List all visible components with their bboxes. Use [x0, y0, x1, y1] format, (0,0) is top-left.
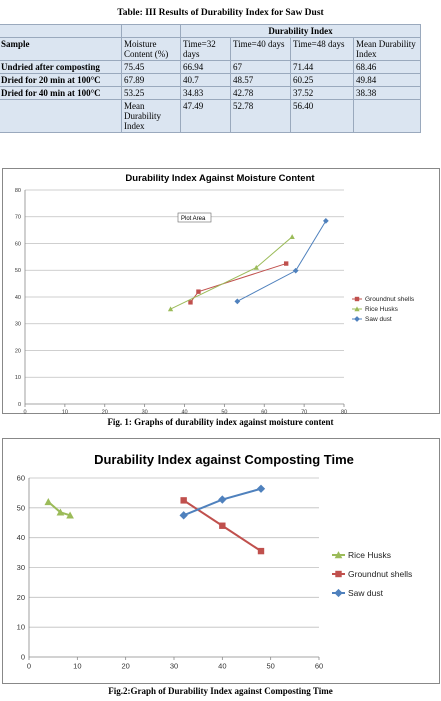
- header-moisture: Moisture Content (%): [122, 38, 181, 61]
- chart-composting-time: [2, 438, 440, 684]
- chart-frame: [3, 169, 440, 414]
- x-tick-label: 30: [169, 661, 179, 671]
- x-tick-label: 70: [301, 409, 308, 414]
- mean-row-label: Mean Durability Index: [122, 100, 181, 133]
- table-header-row-2: [0, 38, 421, 61]
- table-header-row-1: [0, 25, 421, 38]
- x-tick-label: 60: [314, 661, 324, 671]
- header-sample: Sample: [0, 38, 122, 61]
- y-tick-label: 70: [14, 214, 21, 221]
- data-point: [180, 497, 186, 503]
- legend-marker: [335, 571, 341, 577]
- x-tick-label: 80: [340, 409, 348, 414]
- legend-label: Groundnut shells: [348, 568, 413, 579]
- legend-label: Rice Husks: [348, 549, 391, 560]
- table-title: Table: III Results of Durability Index for Saw Dust: [117, 8, 324, 18]
- legend-marker: [355, 297, 359, 301]
- y-tick-label: 80: [14, 187, 21, 194]
- header-mean: Mean Durability Index: [354, 38, 421, 61]
- x-tick-label: 0: [26, 661, 32, 671]
- data-point: [258, 548, 264, 554]
- chart-title: Durability Index against Composting Time: [94, 452, 354, 467]
- data-point: [284, 261, 288, 265]
- y-tick-label: 30: [16, 563, 25, 572]
- plot-area-tooltip-label: Plot Area: [181, 216, 206, 222]
- y-tick-label: 30: [14, 321, 21, 328]
- chart-moisture-content: [2, 168, 440, 414]
- legend-label: Groundnut shells: [365, 296, 415, 304]
- y-tick-label: 40: [16, 533, 25, 543]
- chart-title: Durability Index Against Moisture Content: [125, 173, 315, 184]
- table-mean-row: Mean Durability Index 47.49 52.78 56.40: [0, 100, 421, 133]
- x-tick-label: 10: [61, 409, 68, 414]
- x-tick-label: 0: [23, 409, 27, 414]
- y-tick-label: 60: [16, 473, 25, 483]
- x-tick-label: 30: [141, 409, 148, 414]
- y-tick-label: 50: [14, 268, 21, 275]
- x-tick-label: 50: [221, 409, 228, 414]
- y-tick-label: 60: [14, 241, 21, 248]
- data-point: [188, 300, 192, 304]
- header-time-32: Time=32 days: [181, 38, 231, 61]
- y-tick-label: 50: [16, 503, 25, 513]
- y-tick-label: 40: [14, 294, 21, 301]
- durability-index-group-header: Durability Index: [181, 25, 421, 38]
- results-table: [0, 24, 421, 133]
- y-tick-label: 0: [17, 401, 21, 408]
- header-time-48: Time=48 days: [291, 38, 354, 61]
- y-tick-label: 10: [14, 375, 21, 382]
- x-tick-label: 60: [261, 409, 268, 414]
- data-point: [196, 289, 200, 293]
- chart-frame: [3, 439, 440, 684]
- table-row: Dried for 20 min at 100°C 67.89 40.7 48.57 60.25 49.84: [0, 74, 421, 87]
- x-tick-label: 50: [266, 661, 275, 671]
- y-tick-label: 20: [16, 592, 25, 602]
- x-tick-label: 20: [101, 409, 108, 414]
- x-tick-label: 40: [218, 661, 227, 671]
- y-tick-label: 10: [16, 622, 25, 632]
- figure-2-caption: Fig.2:Graph of Durability Index against Composting Time: [108, 686, 333, 696]
- x-tick-label: 40: [181, 409, 188, 414]
- legend-label: Saw dust: [348, 587, 383, 598]
- y-tick-label: 0: [20, 652, 25, 662]
- data-point: [219, 523, 225, 529]
- table-row: Dried for 40 min at 100°C 53.25 34.83 42.78 37.52 38.38: [0, 87, 421, 100]
- table-row: Undried after composting 75.45 66.94 67 71.44 68.46: [0, 61, 421, 74]
- y-tick-label: 20: [14, 348, 21, 355]
- legend-label: Saw dust: [365, 316, 392, 324]
- figure-1-caption: Fig. 1: Graphs of durability index against moisture content: [107, 417, 334, 427]
- header-time-40: Time=40 days: [231, 38, 291, 61]
- x-tick-label: 20: [121, 661, 130, 671]
- legend-label: Rice Husks: [365, 306, 398, 314]
- x-tick-label: 10: [73, 661, 82, 671]
